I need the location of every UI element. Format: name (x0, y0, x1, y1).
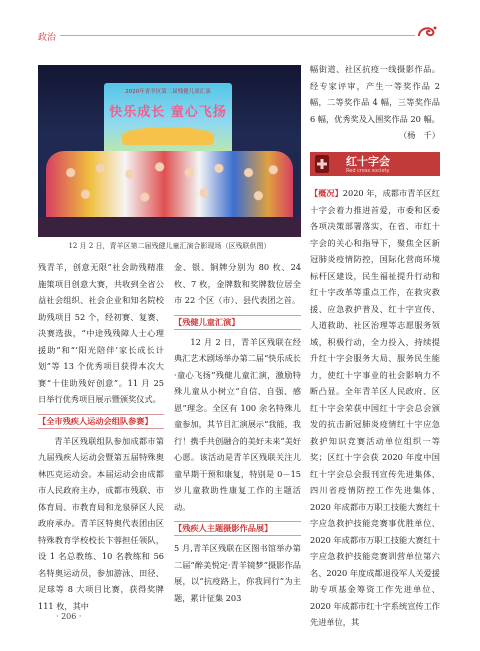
overview-text: 2020 年，成都市青羊区红十字会着力推进首爱，市委和区委各项决策部署落实，在省、市红十字会的关心和指导下，聚焦全区新冠肺炎疫情防控，国际化营商环境标杆区建设，民生福祉提升行动和红十字改革等重点工作，在救灾救援、应急救护普及、红十字宣传、人道救助、社区治理等志愿服务领域，积极行动，全力投入，持续提升红十字会服务大局、服务民生能力，使红十字事业的社会影响力不断凸显。全年青羊区人民政府、区红十字会荣获中国红十字会总会颁发的抗击新冠肺炎疫情红十字应急救护知识竞赛活动单位组织一等奖；区红十字会获 2020 年度中国红十字会总会报刊宣传先进集体、四川省疫情防控工作先进集体、2020 年成都市万职工技能大赛红十字应急救护技能竞赛事优胜单位、2020 年成都市万职工技能大赛红十字应急救护技能竞赛训营单位第六名、2020 年度成都退役军人关爱援助专项基金筹资工作先进单位、2020 年成都市红十字系统宣传工作先进单位，其 (310, 188, 440, 627)
left-column (38, 259, 164, 614)
red-cross-building-icon (315, 155, 329, 173)
stage-backdrop (104, 83, 232, 155)
section-heading: 【残健儿童汇演】 (174, 315, 301, 330)
backdrop-slogan: 快乐成长 童心飞扬 (109, 105, 227, 120)
group-of-children (46, 151, 293, 223)
section-subtitle: Red cross society (346, 168, 390, 174)
paragraph: 12 月 2 日，青羊区残联在经典汇艺术剧场举办第二届“快乐成长·童心飞扬”残健儿童汇演，激励特殊儿童从小树立“自信、自强、感恩”理念。全区有 100 余名特殊儿童参加，其节目汇演展示“我能，我行！携手共创融合的美好未来”美好心愿。该活动是青羊区残联关注儿童早期干预和康复，特别是 0－15 岁儿童救助性康复工作的主题活动。 (174, 336, 301, 512)
section-title: 红十字会 (346, 155, 390, 168)
author-credit: （杨 千） (399, 130, 440, 140)
paragraph: 5 月,青羊区残联在区图书馆举办第二届“醉美悦定·青羊镜梦”摄影作品展，以“抗疫路上，你我同行”为主题，累计征集 203 (174, 543, 301, 603)
stage-floor (38, 217, 301, 237)
section-heading: 【全市残疾人运动会组队参赛】 (38, 414, 164, 429)
running-header-label: 政治 (38, 33, 57, 43)
section-heading: 【残疾人主题摄影作品展】 (174, 521, 301, 536)
right-column-top (310, 61, 440, 144)
paragraph: 青羊区残联组队参加成都市第九届残疾人运动会暨第五届特殊奥林匹克运动会。本届运动会由成都市人民政府主办，成都市残联、市体育局、市教育局和龙泉驿区人民政府承办。青羊区特奥代表团由区特殊教育学校校长卞蓉担任领队，设 1 名总教练、10 名教练和 56 名特奥运动员，参加游泳、田径、足球等 8 大项目比赛，获得奖牌 111 枚，其中 (38, 435, 164, 611)
paragraph: 残青羊，创意无限”社会助残精准施策项目创意大赛，共收到全省公益社会组织、社会企业和知名院校助残项目 52 个，经初赛、复赛、决赛选拔，“中途残残障人士心理援助”和“‘阳光陪伴’家长成长计划”等 13 个优秀项目获得本次大赛“十佳助残好创意”。11 月 25 日举行优秀项目展示暨颁奖仪式。 (38, 262, 164, 404)
photo-caption: 12 月 2 日，青羊区第二届残健儿童汇演合影现场（区残联供图） (68, 242, 271, 250)
swirl-ornament-icon (416, 24, 438, 40)
paragraph (310, 185, 440, 631)
paragraph: 金、银、铜牌分别为 80 枚、24 枚、7 枚，金牌数和奖牌数位居全市 22 个区（市）、县代表团之首。 (174, 262, 301, 305)
page-number: · 206 · (56, 612, 82, 621)
backdrop-title: 2020年青羊区第二届残健儿童汇演 (125, 89, 211, 95)
header-rule (60, 35, 415, 36)
paragraph: 幅街道、社区抗疫一线摄影作品。经专家评审，产生一等奖作品 2 幅，二等奖作品 4 幅，三等奖作品 6 幅，优秀奖及入围奖作品 20 幅。 (310, 64, 440, 124)
performance-photo (38, 65, 301, 237)
right-column-body (310, 185, 440, 631)
middle-column (174, 259, 301, 606)
overview-tag: 【概况】 (310, 188, 343, 198)
backdrop-decoration (122, 127, 214, 145)
